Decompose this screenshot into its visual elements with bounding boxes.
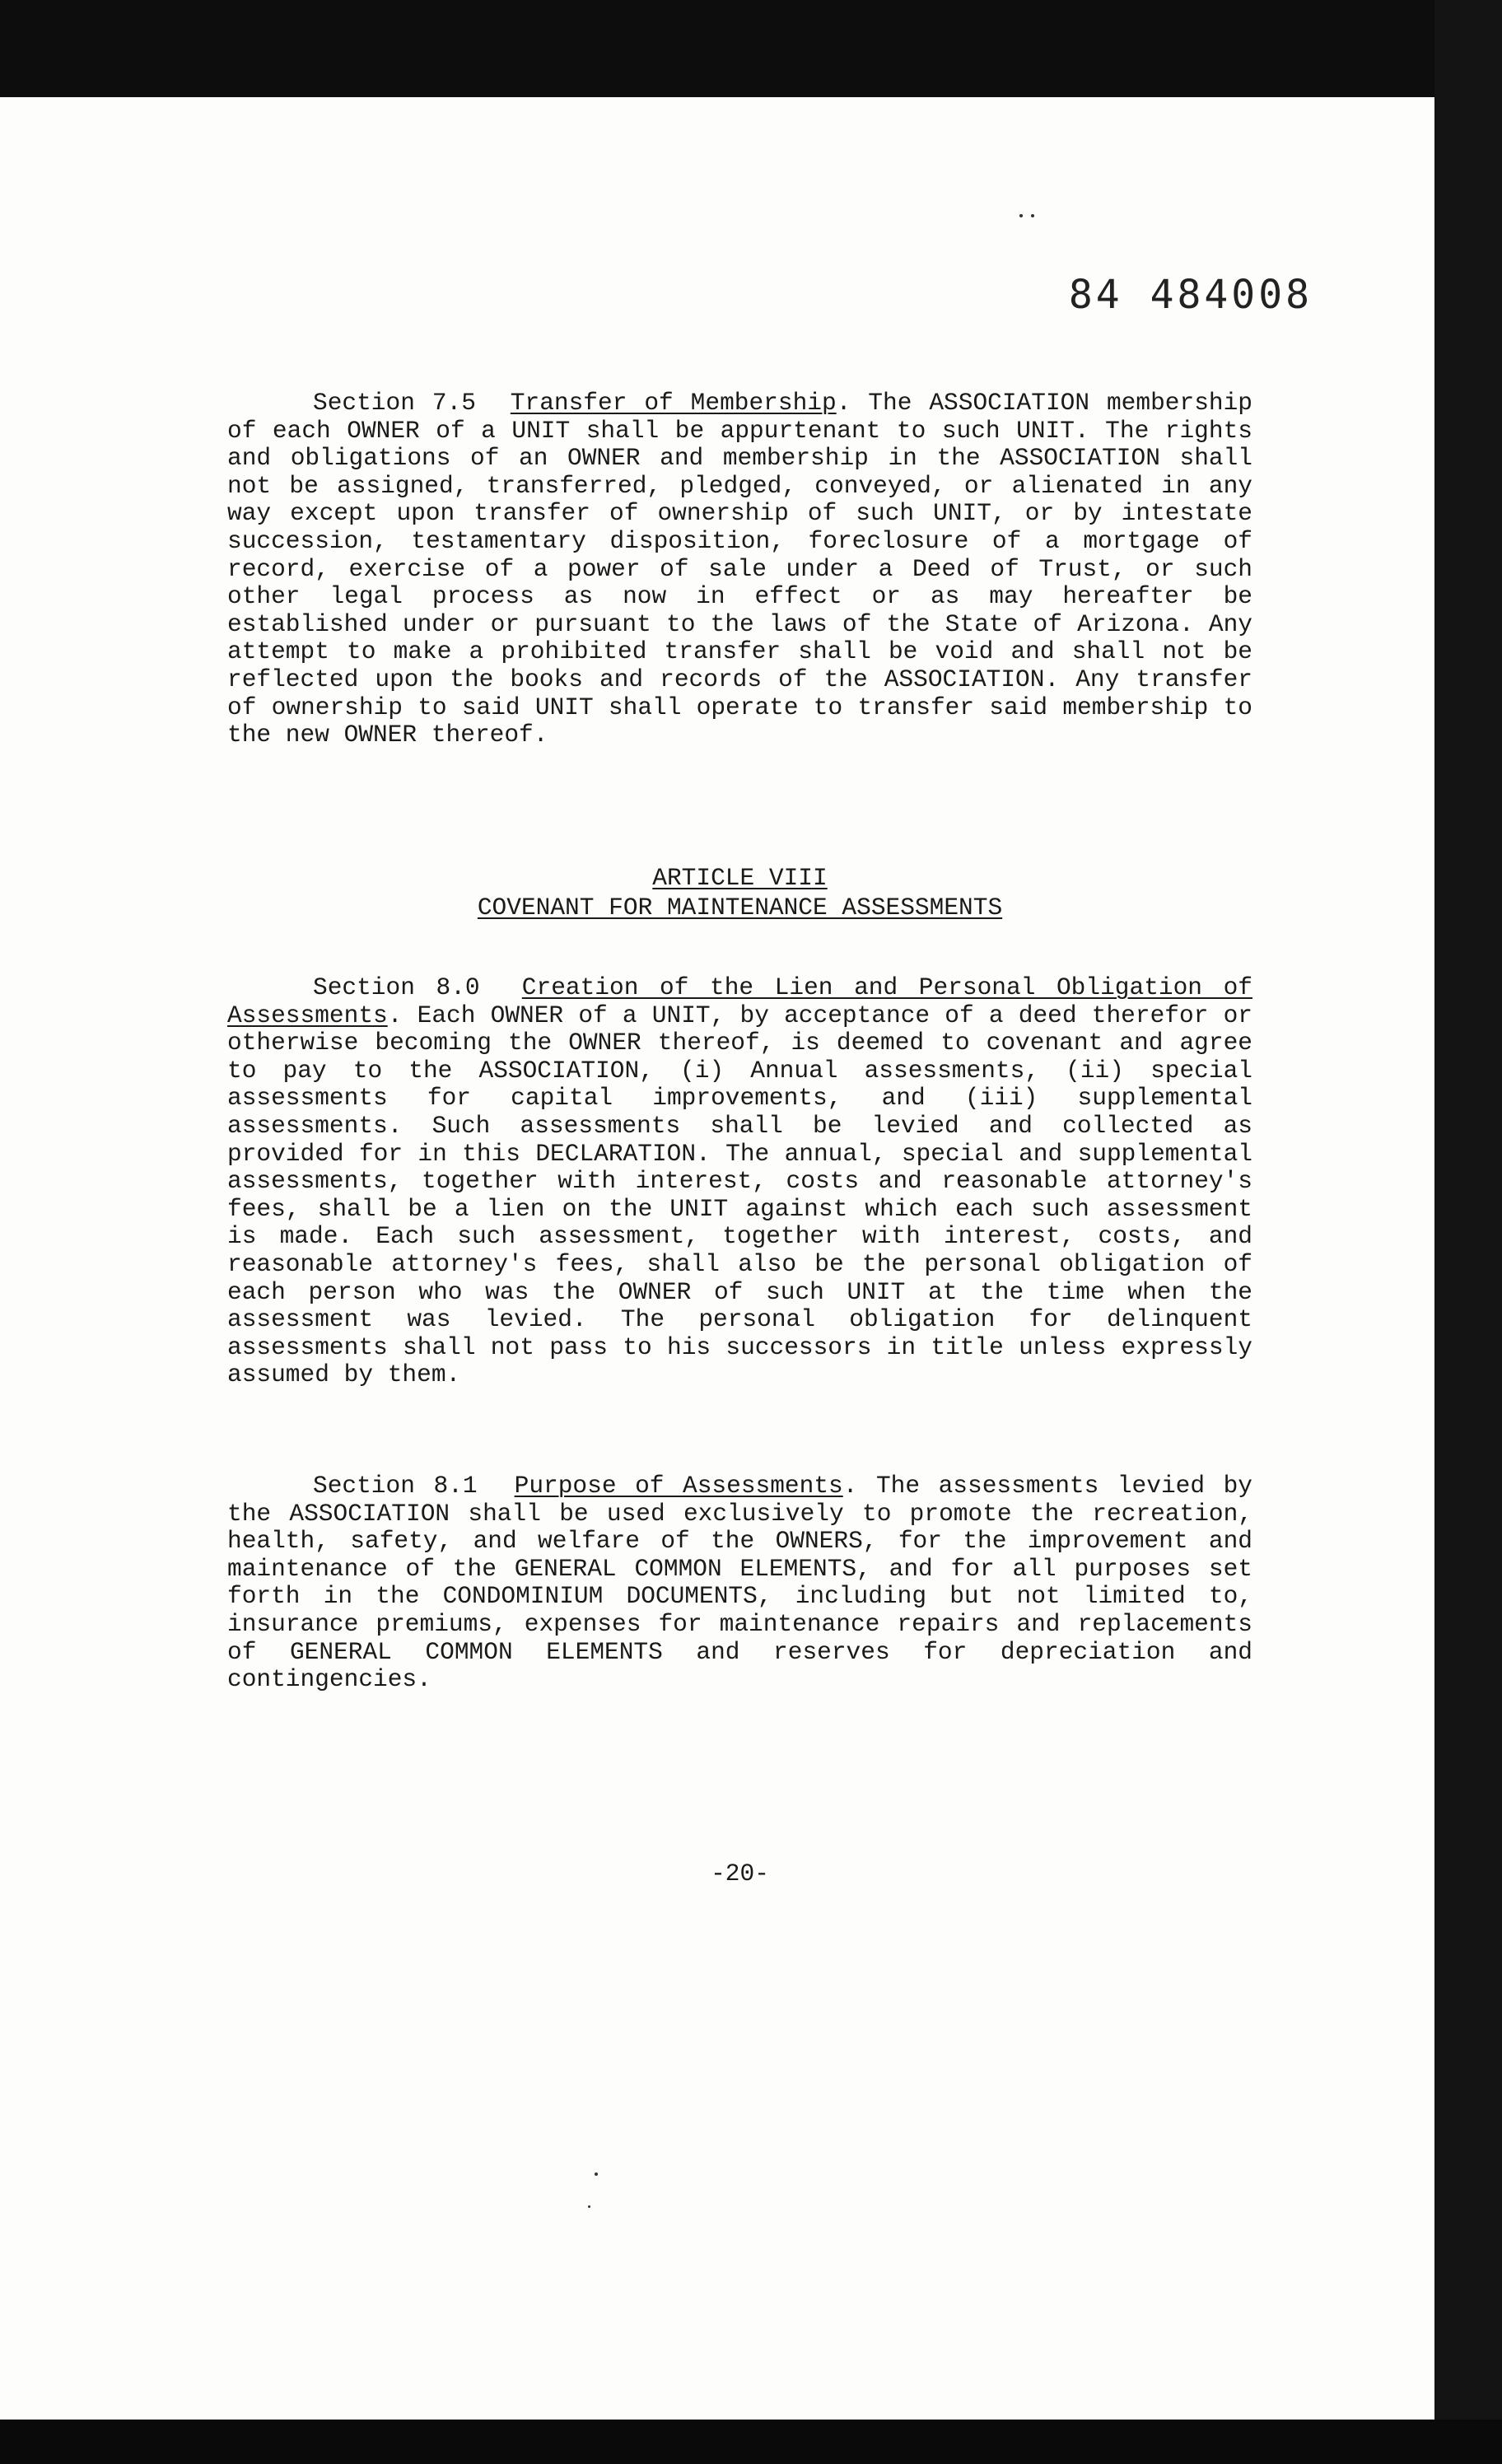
document-page [0,97,1434,2420]
section-8-0-number: Section 8.0 [313,973,480,1001]
article-title: COVENANT FOR MAINTENANCE ASSESSMENTS [477,894,1003,922]
section-7-5-title: Transfer of Membership [510,389,837,417]
section-7-5-text: . The ASSOCIATION membership of each OWNER of a UNIT shall be appurtenant to such UNIT. The rights and obligations of an OWNER and membership in the ASSOCIATION shall not be assigned, transferred, pledged, conveyed, or alienated in any way except upon transfer of ownership of such UNIT, or by intestate succession, testamentary disposition, foreclosure of a mortgage of record, exercise of a power of sale under a Deed of Trust, or such other legal process as now in effect or as may hereafter be established under or pursuant to the laws of the State of Arizona. Any attempt to make a prohibited transfer shall be void and shall not be reflected upon the books and records of the ASSOCIATION. Any transfer of ownership to said UNIT shall operate to transfer said membership to the new OWNER thereof. [227,389,1253,749]
scan-bottom-border [0,2420,1502,2464]
scan-right-border [1434,0,1502,2464]
section-8-0 [227,974,1252,1389]
section-8-1 [227,1472,1252,1694]
scan-speck [595,2172,598,2176]
section-8-1-title: Purpose of Assessments [514,1472,843,1500]
section-8-1-number: Section 8.1 [313,1472,478,1500]
scan-speck [1031,214,1034,217]
article-heading [227,863,1252,922]
section-8-0-text: . Each OWNER of a UNIT, by acceptance of a deed therefor or otherwise becoming the OWNER thereof, is deemed to covenant and agree to pay to the ASSOCIATION, (i) Annual assessments, (ii) special assessments for capital improvements, and (iii) supplemental assessments. Such assessments shall be levied and collected as provided for in this DECLARATION. The annual, special and supplemental assessments, together with interest, costs and reasonable attorney's fees, shall be a lien on the UNIT against which each such assessment is made. Each such assessment, together with interest, costs, and reasonable attorney's fees, shall also be the personal obligation of each person who was the OWNER of such UNIT at the time when the assessment was levied. The personal obligation for delinquent assessments shall not pass to his successors in title unless expressly assumed by them. [227,1001,1252,1389]
article-number: ARTICLE VIII [652,864,828,892]
scan-speck [1019,214,1023,217]
section-8-1-text: . The assessments levied by the ASSOCIATION shall be used exclusively to promote the recreation, health, safety, and welfare of the OWNERS, for the improvement and maintenance of the GENERAL COMMON ELEMENTS, and for all purposes set forth in the CONDOMINIUM DOCUMENTS, including but not limited to, insurance premiums, expenses for maintenance repairs and replacements of GENERAL COMMON ELEMENTS and reserves for depreciation and contingencies. [227,1472,1253,1694]
scan-speck [588,2205,590,2208]
document-number: 84 484008 [1068,272,1313,318]
scan-top-border [0,0,1502,97]
section-8-0-title: Creation of the Lien and Personal Obligation of Assessments [227,973,1253,1029]
section-7-5-number: Section 7.5 [313,389,476,417]
page-number: -20- [711,1860,769,1888]
section-7-5 [227,390,1252,749]
